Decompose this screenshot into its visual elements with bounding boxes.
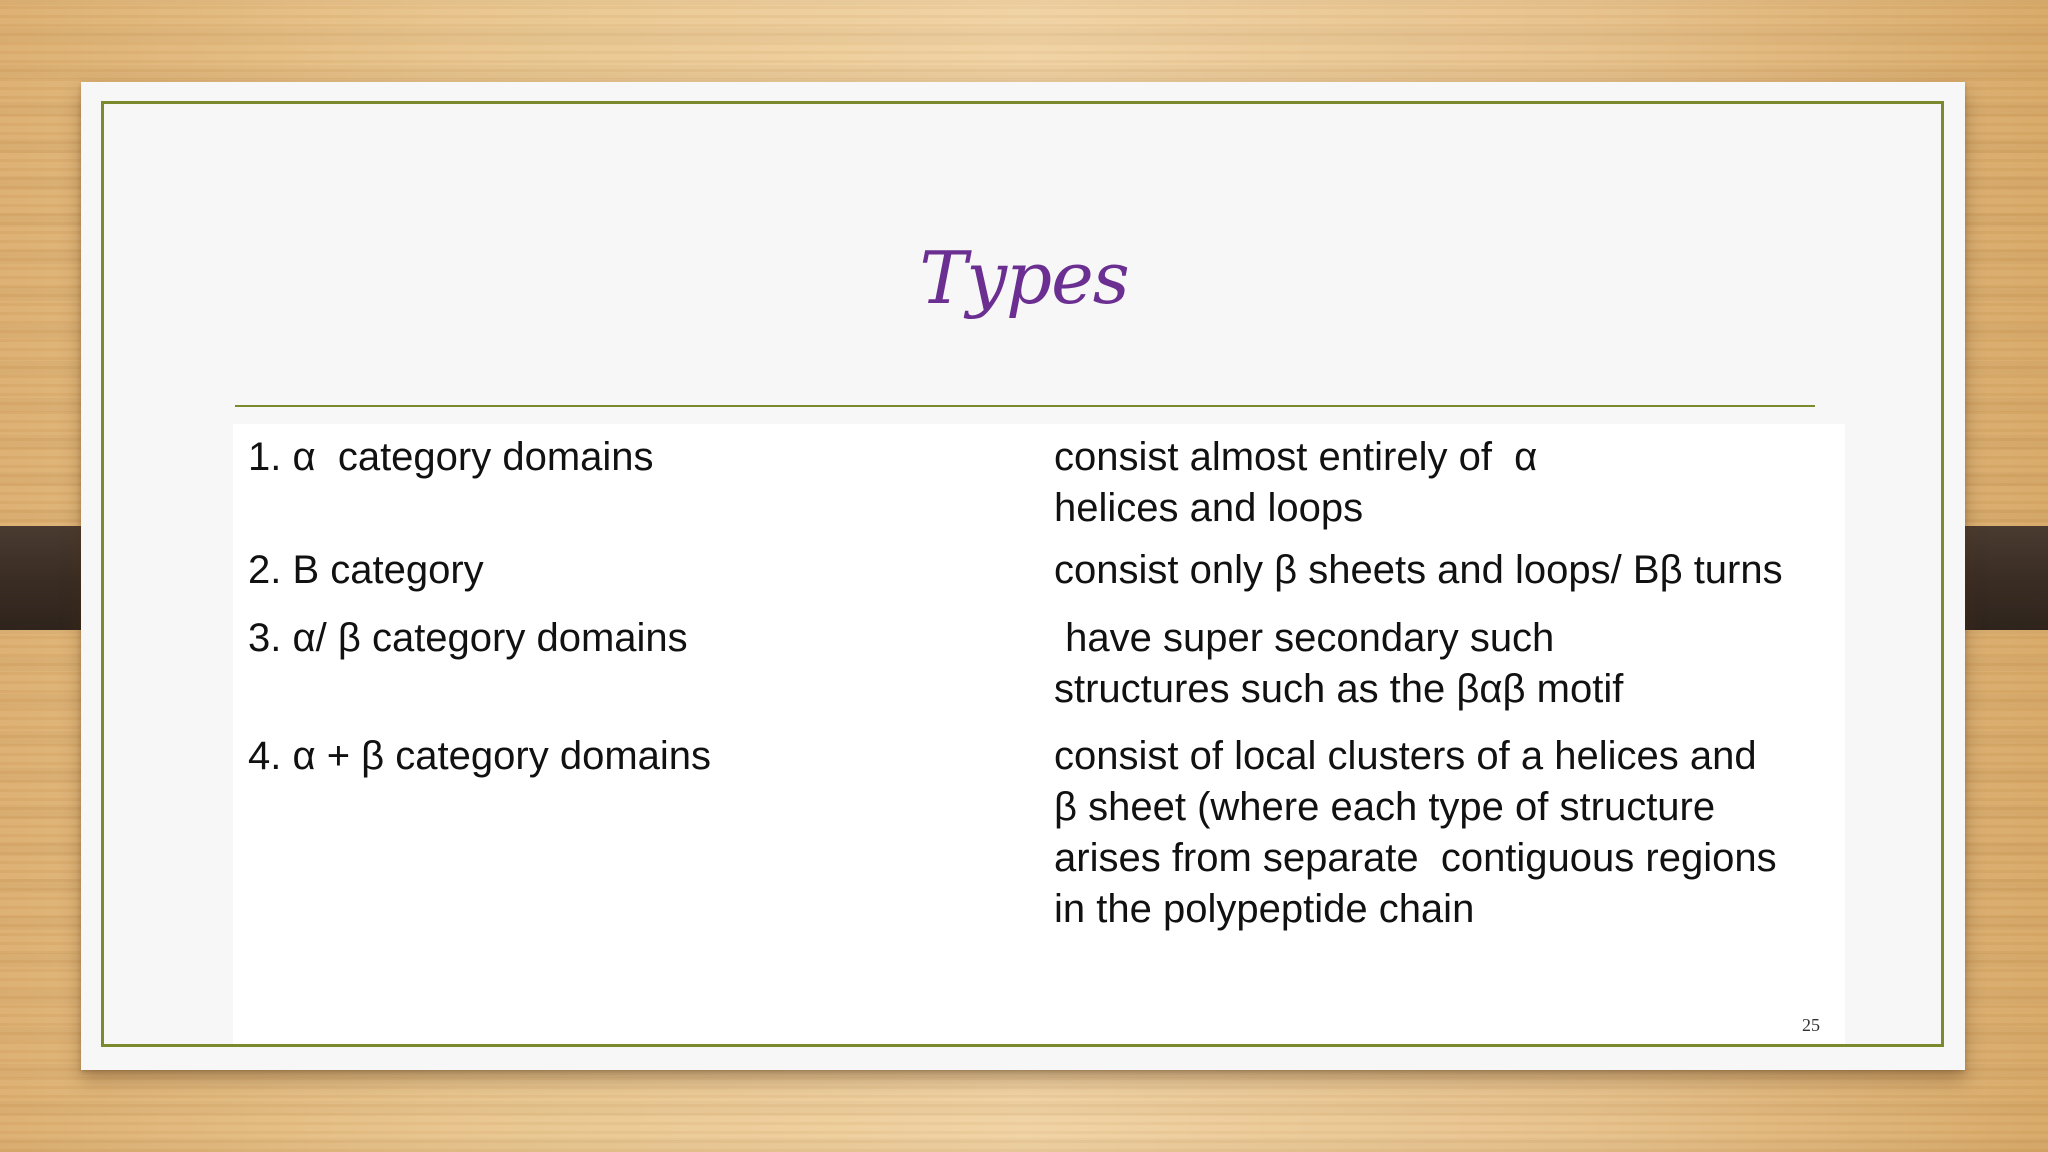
table-row-4-term: 4. α + β category domains [248,734,712,778]
table-row-1-term: 1. α category domains [248,435,654,479]
table-row-4-description: consist of local clusters of a helices and β sheet (where each type of structure arises from separate contiguous regions in the polypeptide chain [1054,734,1777,931]
table-row-1-description: consist almost entirely of α helices and loops [1054,435,1538,530]
table-row-2-description: consist only β sheets and loops/ Ββ turns [1054,548,1783,592]
table-row-3-description: have super secondary such structures such as the βαβ motif [1054,616,1624,711]
table-row-3-term: 3. α/ β category domains [248,616,688,660]
slide-page-number: 25 [1802,1015,1820,1035]
title-divider [235,405,1815,407]
table-row-2-term: 2. Β category [248,548,484,592]
slide-title: Types [919,236,1129,320]
